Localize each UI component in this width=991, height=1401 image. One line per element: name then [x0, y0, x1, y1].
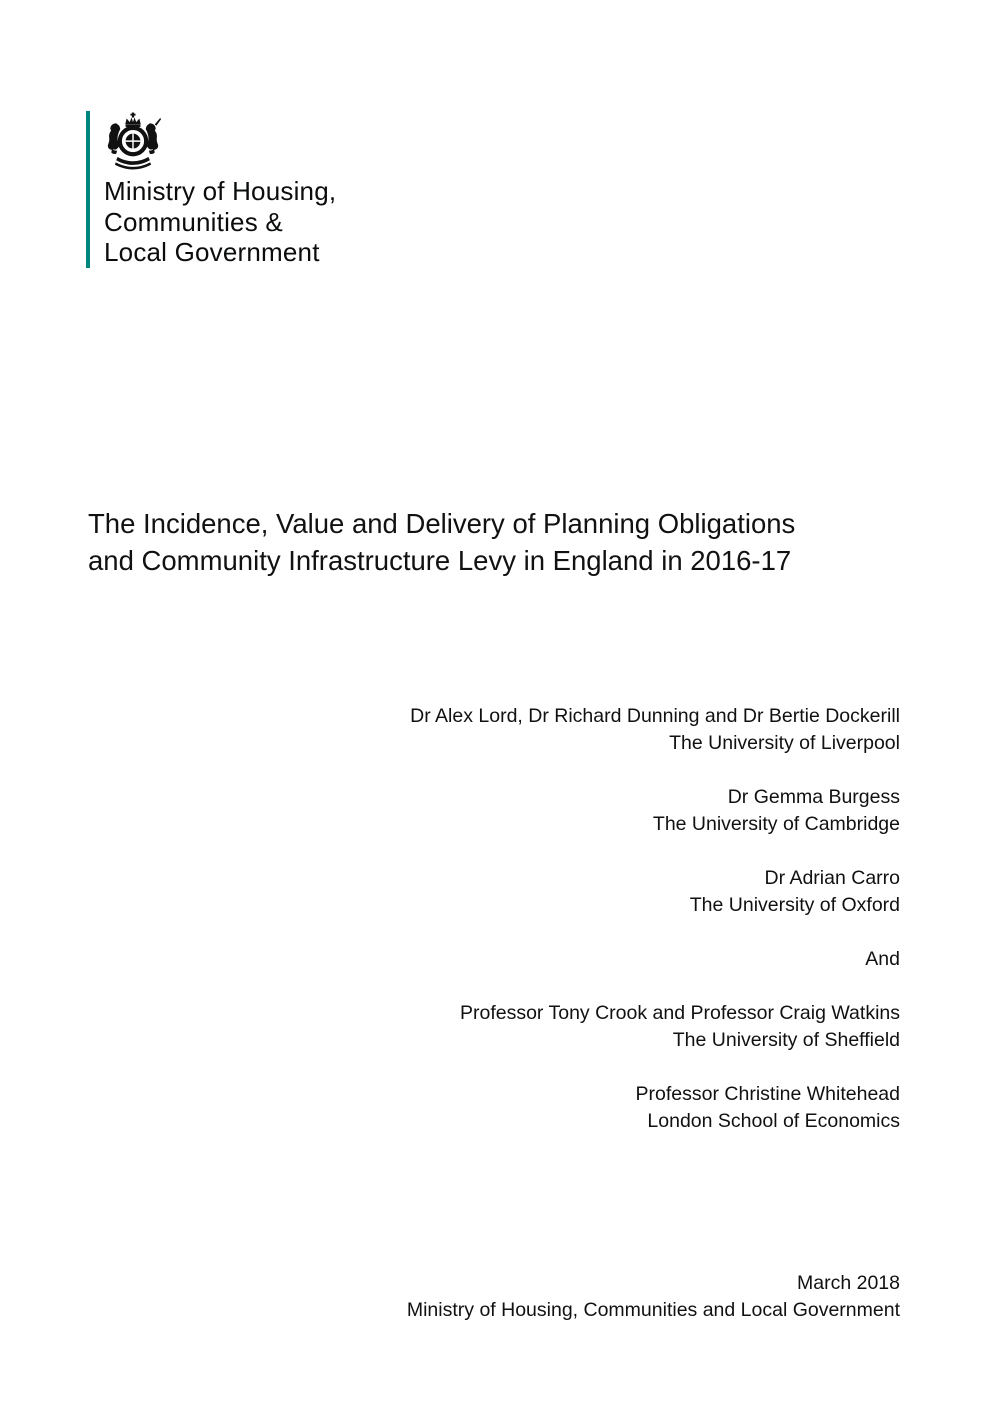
author-affiliation: The University of Cambridge	[652, 813, 900, 835]
author-affiliation: The University of Liverpool	[669, 732, 900, 754]
department-name-line: Local Government	[104, 237, 320, 267]
author-names: Professor Christine Whitehead	[635, 1083, 900, 1105]
authors-connector: And	[865, 948, 900, 970]
author-group	[410, 784, 900, 838]
department-name-line: Ministry of Housing,	[104, 176, 337, 206]
report-title-line: The Incidence, Value and Delivery of Planning Obligations	[88, 508, 796, 539]
author-names: Dr Alex Lord, Dr Richard Dunning and Dr Bertie Dockerill	[410, 705, 900, 727]
author-affiliation: London School of Economics	[647, 1110, 900, 1132]
author-group	[410, 865, 900, 919]
authors-block	[410, 703, 900, 1162]
department-logo	[86, 111, 336, 268]
author-names: Professor Tony Crook and Professor Craig Watkins	[459, 1002, 900, 1024]
author-group	[410, 1000, 900, 1054]
author-group	[410, 703, 900, 757]
report-title-line: and Community Infrastructure Levy in England in 2016-17	[88, 544, 792, 576]
royal-coat-of-arms-icon	[104, 111, 162, 173]
author-names: Dr Gemma Burgess	[727, 786, 900, 808]
author-names: Dr Adrian Carro	[764, 867, 900, 889]
author-affiliation: The University of Oxford	[689, 894, 900, 916]
department-name-line: Communities &	[104, 206, 283, 237]
report-title	[88, 506, 795, 579]
publication-date: March 2018	[797, 1272, 900, 1294]
author-affiliation: The University of Sheffield	[672, 1029, 900, 1051]
author-group	[410, 1081, 900, 1135]
publishing-organisation: Ministry of Housing, Communities and Local Government	[406, 1299, 900, 1321]
publication-footer	[407, 1270, 900, 1324]
